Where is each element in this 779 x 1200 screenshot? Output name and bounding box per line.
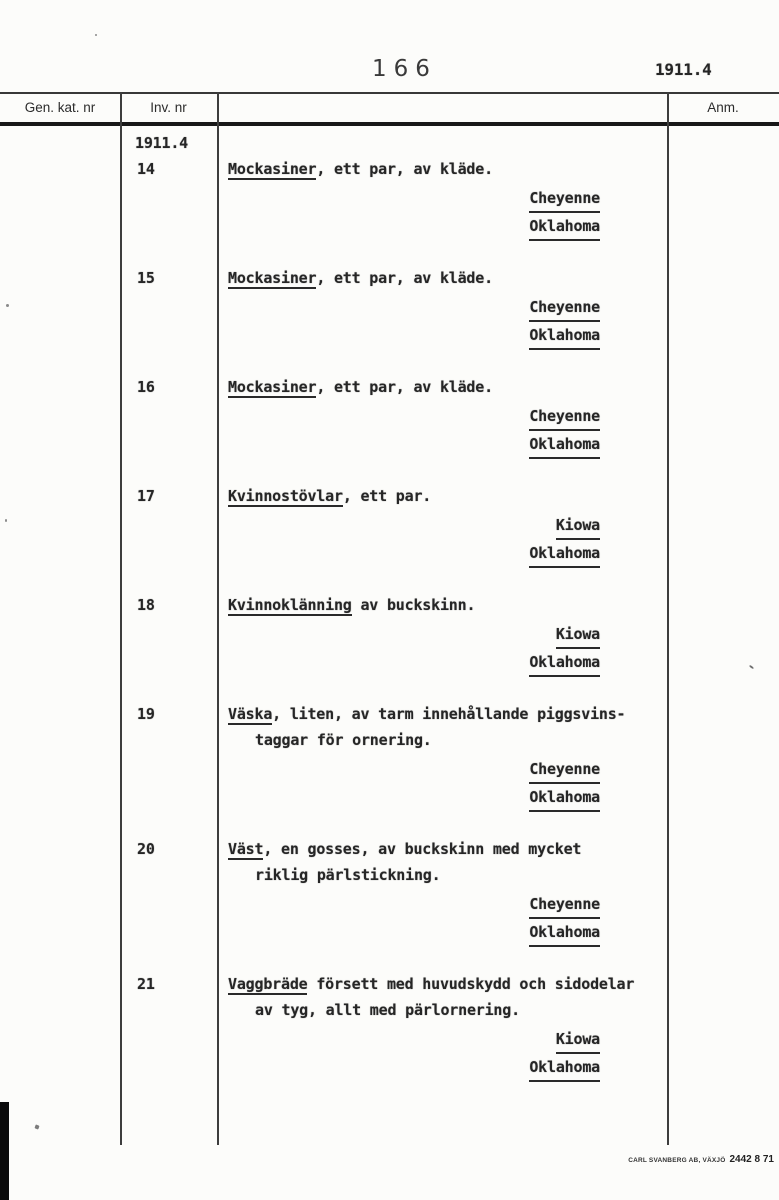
tribe-name: Cheyenne [529, 185, 600, 213]
item-rest: försett med huvudskydd och sidodelar [307, 975, 635, 993]
attribution [228, 403, 600, 459]
place-name: Oklahoma [529, 919, 600, 947]
inventory-number: 17 [137, 487, 155, 505]
description-line2: av tyg, allt med pärlornering. [255, 1001, 520, 1019]
scan-speck [5, 519, 7, 522]
item-rest: , ett par, av kläde. [316, 378, 493, 396]
tribe-name: Cheyenne [529, 891, 600, 919]
inventory-number: 19 [137, 705, 155, 723]
place-line [228, 919, 600, 947]
item-rest: , en gosses, av buckskinn med mycket [263, 840, 582, 858]
place-name: Oklahoma [529, 431, 600, 459]
attribution [228, 756, 600, 812]
tribe-name: Cheyenne [529, 294, 600, 322]
tribe-line [228, 294, 600, 322]
table-row [0, 701, 779, 812]
item-rest: , ett par. [342, 487, 432, 505]
printer-code: 2442 8 71 [729, 1154, 774, 1165]
inventory-number: 21 [137, 975, 155, 993]
place-name: Oklahoma [529, 1054, 600, 1082]
place-name: Oklahoma [529, 784, 600, 812]
description-line1 [228, 971, 688, 997]
item-term: Mockasiner [228, 160, 317, 178]
scan-edge-artifact [0, 1102, 9, 1200]
description-line1 [228, 483, 688, 509]
table-header-bottom-rule [0, 122, 779, 126]
item-description [219, 592, 688, 677]
place-name: Oklahoma [529, 322, 600, 350]
description-line1 [228, 265, 688, 291]
catalog-entries [0, 130, 779, 1106]
item-description [219, 701, 688, 812]
item-term: Kvinnostövlar [228, 487, 343, 505]
tribe-line [228, 185, 600, 213]
item-rest: av buckskinn. [351, 596, 476, 614]
place-line [228, 540, 600, 568]
tribe-line [228, 891, 600, 919]
place-line [228, 1054, 600, 1082]
tribe-name: Cheyenne [529, 756, 600, 784]
entry-list [0, 156, 779, 1082]
table-row [0, 265, 779, 350]
table-row [0, 156, 779, 241]
item-term: Kvinnoklänning [228, 596, 352, 614]
place-line [228, 213, 600, 241]
inventory-number: 16 [137, 378, 155, 396]
tribe-line [228, 756, 600, 784]
item-term: Vaggbräde [228, 975, 308, 993]
description-line1 [228, 592, 688, 618]
item-term: Väska [228, 705, 273, 723]
attribution [228, 621, 600, 677]
inventory-number: 20 [137, 840, 155, 858]
place-line [228, 784, 600, 812]
table-row [0, 483, 779, 568]
description-line1 [228, 701, 688, 727]
scan-speck [34, 1124, 39, 1129]
printer-imprint [628, 1154, 774, 1165]
inventory-group-number: 1911.4 [135, 134, 188, 152]
item-rest: , ett par, av kläde. [316, 160, 493, 178]
attribution [228, 294, 600, 350]
attribution [228, 1026, 600, 1082]
description-line1 [228, 836, 688, 862]
scan-speck [95, 34, 97, 36]
place-name: Oklahoma [529, 213, 600, 241]
item-description [219, 971, 688, 1082]
attribution [228, 185, 600, 241]
tribe-name: Kiowa [556, 512, 600, 540]
item-description [219, 836, 688, 947]
description-line1 [228, 374, 688, 400]
inventory-number: 15 [137, 269, 155, 287]
place-line [228, 649, 600, 677]
item-rest: , ett par, av kläde. [316, 269, 493, 287]
tribe-name: Cheyenne [529, 403, 600, 431]
item-description [219, 483, 688, 568]
description-line1 [228, 156, 688, 182]
item-description [219, 156, 688, 241]
scan-speck [6, 304, 9, 307]
inventory-number: 18 [137, 596, 155, 614]
inventory-number: 14 [137, 160, 155, 178]
tribe-name: Kiowa [556, 621, 600, 649]
tribe-line [228, 621, 600, 649]
item-rest: , liten, av tarm innehållande piggsvins- [272, 705, 626, 723]
description-line2: taggar för ornering. [255, 731, 432, 749]
table-row [0, 971, 779, 1082]
description-line2: riklig pärlstickning. [255, 866, 441, 884]
item-term: Mockasiner [228, 269, 317, 287]
printer-name: CARL SVANBERG AB, VÄXJÖ [628, 1157, 726, 1164]
column-header-anm: Anm. [707, 100, 739, 115]
table-row [0, 374, 779, 459]
table-row [0, 836, 779, 947]
table-row [0, 592, 779, 677]
tribe-name: Kiowa [556, 1026, 600, 1054]
place-name: Oklahoma [529, 540, 600, 568]
item-term: Väst [228, 840, 264, 858]
catalog-number-header: 1911.4 [655, 60, 712, 79]
column-header-inv-nr: Inv. nr [150, 100, 187, 115]
item-description [219, 374, 688, 459]
tribe-line [228, 1026, 600, 1054]
place-line [228, 431, 600, 459]
item-term: Mockasiner [228, 378, 317, 396]
page-number: 166 [372, 56, 437, 82]
place-line [228, 322, 600, 350]
attribution [228, 512, 600, 568]
item-description [219, 265, 688, 350]
column-header-gen-kat-nr: Gen. kat. nr [24, 100, 96, 115]
attribution [228, 891, 600, 947]
tribe-line [228, 403, 600, 431]
tribe-line [228, 512, 600, 540]
place-name: Oklahoma [529, 649, 600, 677]
